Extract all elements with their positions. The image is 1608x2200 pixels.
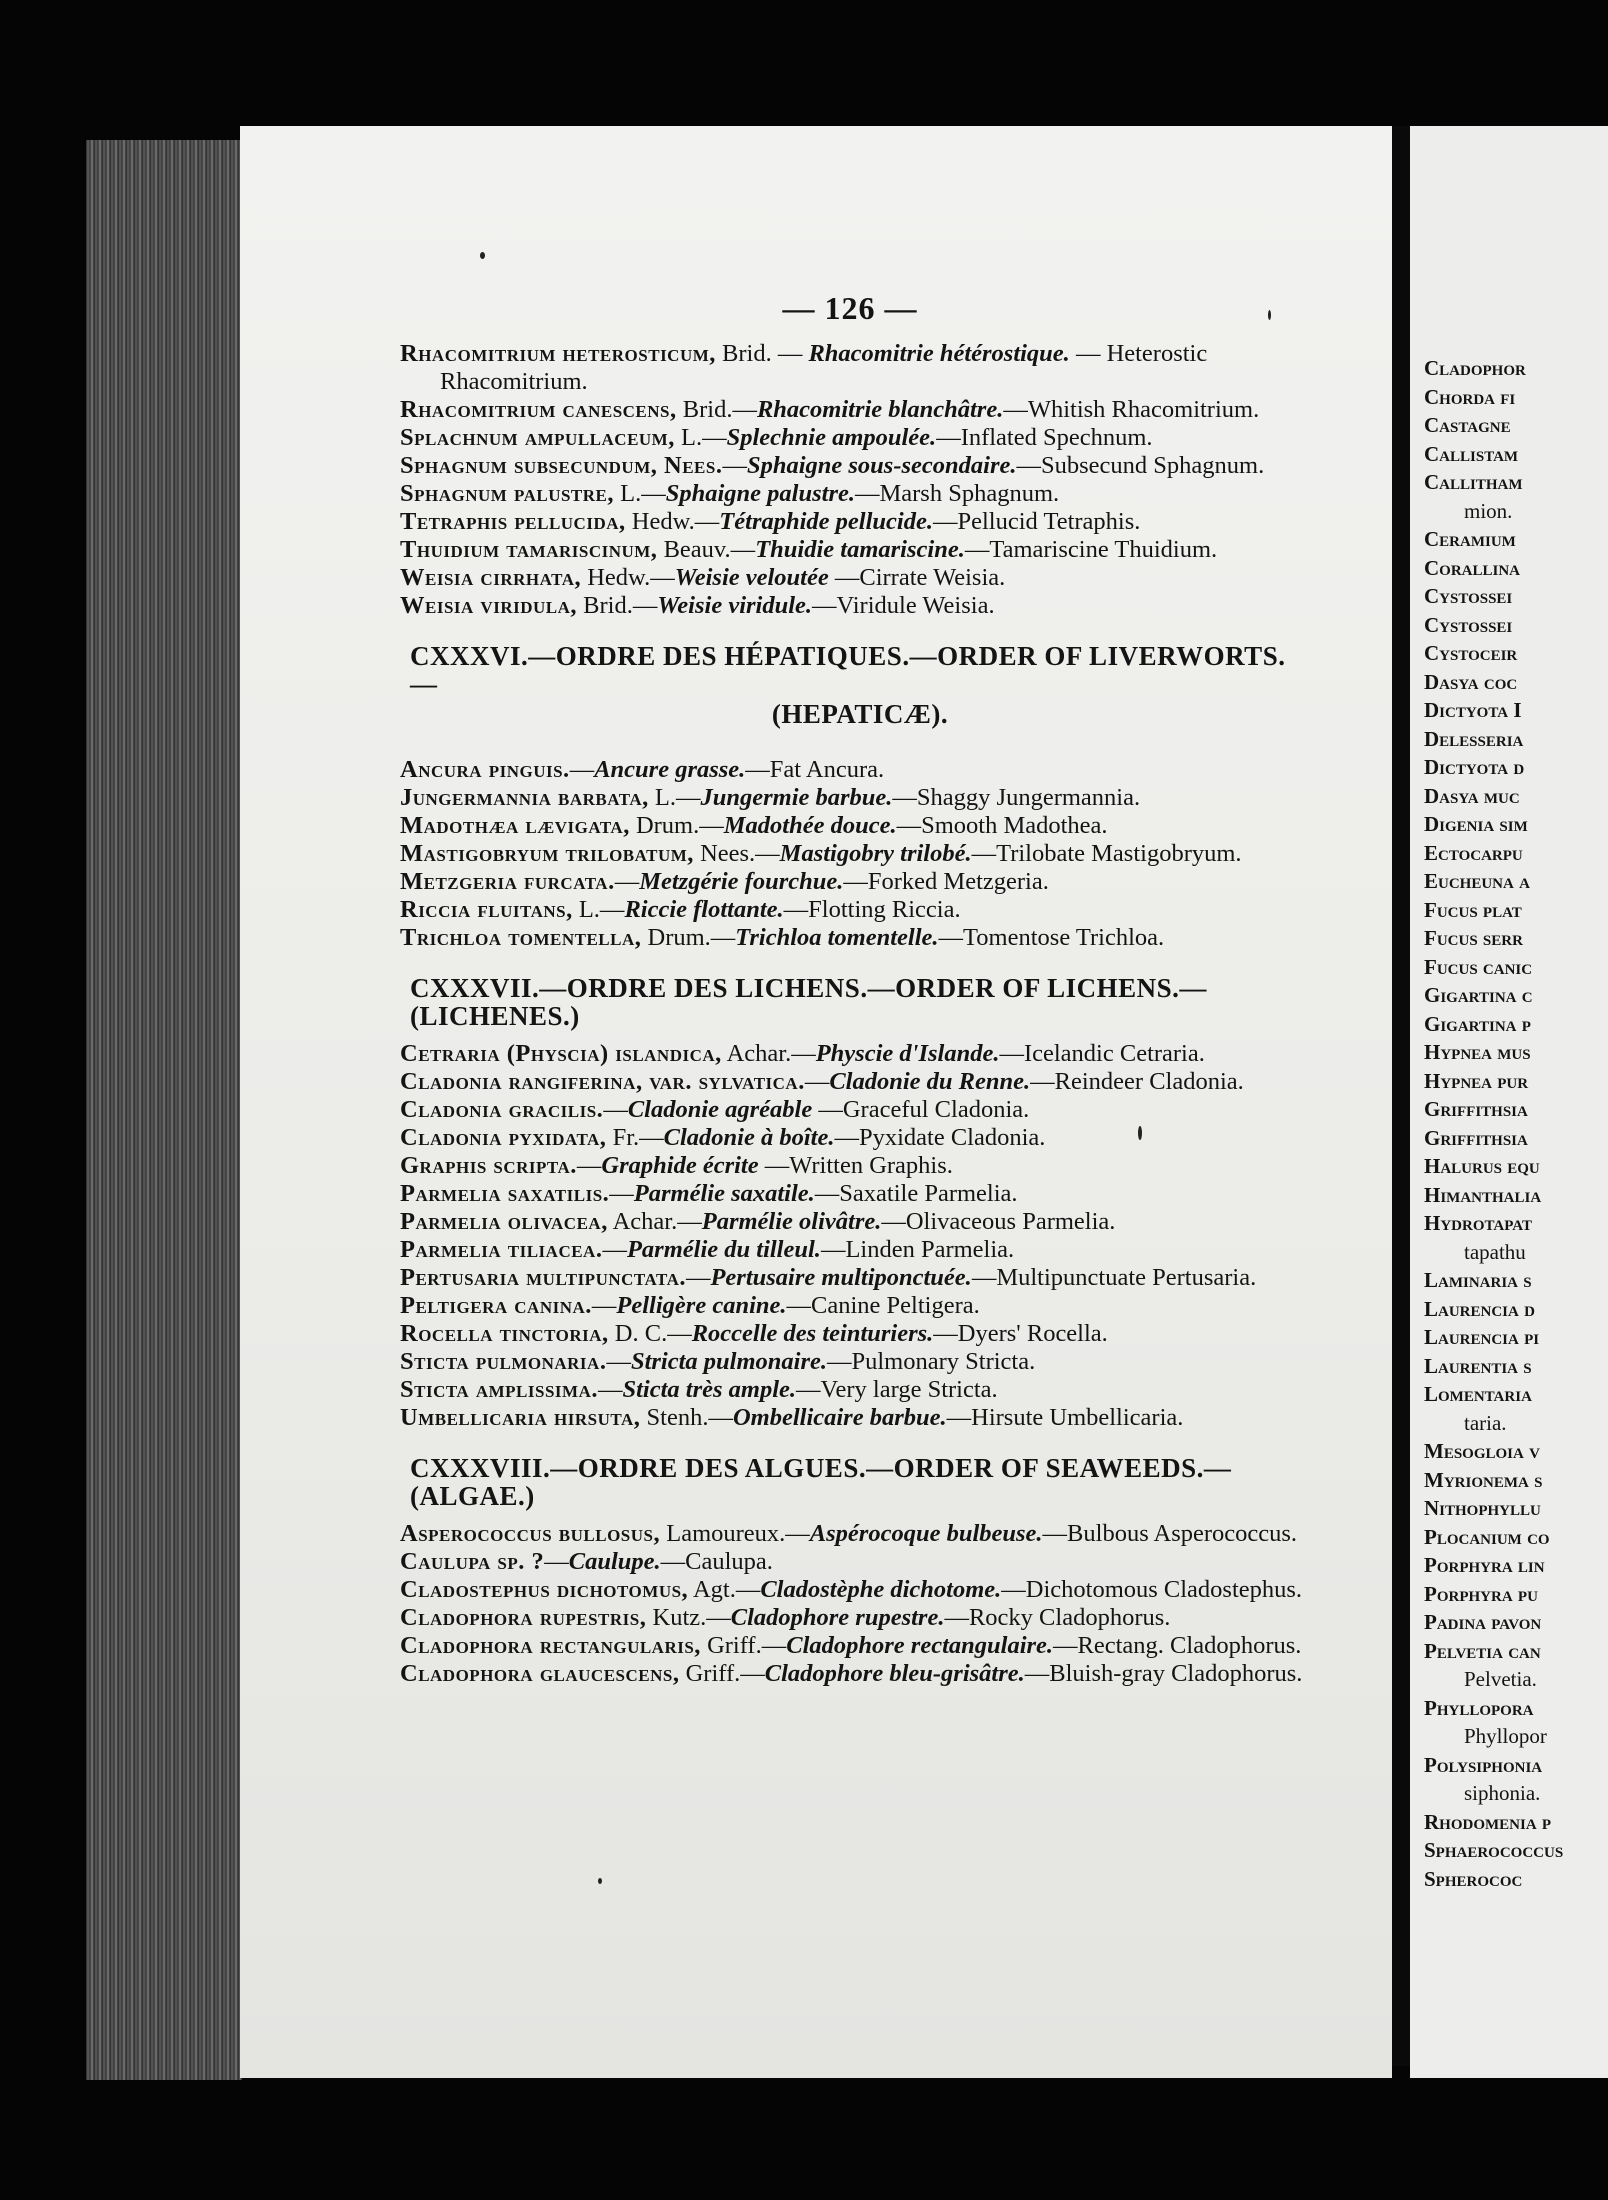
authority: — xyxy=(569,756,595,783)
english-name: —Subsecund Sphagnum. xyxy=(1016,452,1265,479)
authority: Griff.— xyxy=(700,1632,787,1659)
latin-name: Sticta pulmonaria. xyxy=(400,1348,607,1375)
french-name: Thuidie tamariscine. xyxy=(755,536,965,563)
section-heading-liverworts xyxy=(410,642,1310,728)
latin-name: Cladonia gracilis. xyxy=(400,1096,604,1123)
section-heading-line: CXXXVIII.—ORDRE DES ALGUES.—ORDER OF SEAWEEDS.—(ALGAE.) xyxy=(410,1453,1232,1511)
english-name: —Caulupa. xyxy=(660,1548,773,1575)
english-name: —Marsh Sphagnum. xyxy=(854,480,1060,507)
right-page-fragment: Ceramium xyxy=(1424,527,1516,551)
latin-name: Cladostephus dichotomus, xyxy=(400,1576,689,1603)
latin-name: Metzgeria furcata. xyxy=(400,868,615,895)
english-name: —Cirrate Weisia. xyxy=(828,564,1006,591)
english-name: —Rectang. Cladophorus. xyxy=(1053,1632,1302,1659)
latin-name: Asperococcus bullosus, xyxy=(400,1520,661,1547)
entry xyxy=(400,1096,1310,1124)
entry xyxy=(400,1376,1310,1404)
authority: Drum.— xyxy=(641,924,736,951)
right-page-fragment: Polysiphonia xyxy=(1424,1752,1543,1777)
entry xyxy=(400,756,1310,784)
english-name: —Pulmonary Stricta. xyxy=(827,1348,1036,1375)
french-name: Madothée douce. xyxy=(723,812,897,839)
latin-name: Mastigobryum trilobatum, xyxy=(400,840,694,867)
right-page-fragment: Digenia sim xyxy=(1424,812,1528,836)
right-page-fragment: tapathu xyxy=(1464,1239,1526,1264)
entry xyxy=(400,1548,1310,1576)
right-page-fragment: Dasya muc xyxy=(1424,783,1520,808)
authority: — xyxy=(722,452,747,479)
french-name: Parmélie du tilleul. xyxy=(626,1236,821,1263)
right-page-fragment: Himanthalia xyxy=(1424,1182,1542,1207)
right-page-fragment: Fucus canic xyxy=(1424,954,1533,979)
right-page xyxy=(1410,126,1608,2078)
latin-name: Pertusaria multipunctata. xyxy=(400,1264,686,1291)
french-name: Splechnie ampoulée. xyxy=(726,424,937,451)
authority: L.— xyxy=(674,424,727,451)
french-name: Cladonie agréable xyxy=(627,1096,813,1123)
right-page-fragment: Dictyota d xyxy=(1424,755,1525,779)
french-name: Cladonie du Renne. xyxy=(829,1068,1031,1095)
book-page-edges xyxy=(86,140,242,2080)
right-page-fragment: mion. xyxy=(1464,498,1513,523)
right-page-fragment: Dictyota I xyxy=(1424,698,1522,722)
authority: Griff.— xyxy=(679,1660,765,1687)
right-page-fragment: Halurus equ xyxy=(1424,1154,1540,1178)
french-name: Graphide écrite xyxy=(601,1152,759,1179)
right-page-fragment-list xyxy=(1424,354,1608,1893)
book-gutter xyxy=(1392,126,1410,2066)
authority: Achar.— xyxy=(721,1040,816,1067)
right-page-fragment: Cystossei xyxy=(1424,612,1513,637)
entry xyxy=(400,1152,1310,1180)
latin-name: Parmelia tiliacea. xyxy=(400,1236,603,1263)
print-speck xyxy=(480,252,485,259)
entry xyxy=(400,868,1310,896)
french-name: Jungermie barbue. xyxy=(700,784,893,811)
english-name: —Viridule Weisia. xyxy=(812,592,995,619)
right-page-fragment: Gigartina c xyxy=(1424,983,1533,1007)
authority: — xyxy=(591,1292,617,1319)
english-name: —Inflated Spechnum. xyxy=(936,424,1153,451)
latin-name: Sticta amplissima. xyxy=(400,1376,598,1403)
authority: Hedw.— xyxy=(581,564,675,591)
authority: D. C.— xyxy=(608,1320,692,1347)
entry xyxy=(400,508,1310,536)
right-page-fragment: Porphyra pu xyxy=(1424,1581,1538,1606)
english-name: —Tomentose Trichloa. xyxy=(938,924,1165,951)
french-name: Cladonie à boîte. xyxy=(663,1124,835,1151)
latin-name: Graphis scripta. xyxy=(400,1152,577,1179)
right-page-fragment: Hydrotapat xyxy=(1424,1211,1532,1235)
authority: Nees.— xyxy=(693,840,780,867)
section-heading-subline: (HEPATICÆ). xyxy=(771,699,949,729)
liverworts-entries xyxy=(400,756,1310,952)
english-name: —Olivaceous Parmelia. xyxy=(881,1208,1116,1235)
right-page-fragment: Pelvetia. xyxy=(1464,1667,1537,1691)
right-page-fragment: Plocanium co xyxy=(1424,1524,1550,1549)
entry xyxy=(400,1348,1310,1376)
latin-name: Cladophora rupestris, xyxy=(400,1604,647,1631)
right-page-fragment: Porphyra lin xyxy=(1424,1553,1545,1577)
entry xyxy=(400,924,1310,952)
entry xyxy=(400,564,1310,592)
english-name: —Tamariscine Thuidium. xyxy=(964,536,1218,563)
latin-name: Cladophora rectangularis, xyxy=(400,1632,701,1659)
entry xyxy=(400,1292,1310,1320)
english-name: —Reindeer Cladonia. xyxy=(1030,1068,1244,1095)
latin-name: Splachnum ampullaceum, xyxy=(400,424,675,451)
right-page-fragment: Phyllopor xyxy=(1464,1724,1547,1748)
entry xyxy=(400,1520,1310,1548)
right-page-fragment: taria. xyxy=(1464,1410,1507,1435)
section-heading-line: CXXXVI.—ORDRE DES HÉPATIQUES.—ORDER OF LIVERWORTS.— xyxy=(410,641,1286,699)
right-page-fragment: Lomentaria xyxy=(1424,1382,1532,1406)
english-name: —Dyers' Rocella. xyxy=(933,1320,1108,1347)
latin-name: Riccia fluitans, xyxy=(400,896,573,923)
entry xyxy=(400,896,1310,924)
latin-name: Umbellicaria hirsuta, xyxy=(400,1404,641,1431)
right-page-fragment: Cladophor xyxy=(1424,356,1526,380)
english-name: —Linden Parmelia. xyxy=(820,1236,1015,1263)
english-name: —Very large Stricta. xyxy=(796,1376,998,1403)
right-page-fragment: Fucus serr xyxy=(1424,926,1523,950)
authority: Brid.— xyxy=(577,592,658,619)
authority: L.— xyxy=(614,480,666,507)
french-name: Tétraphide pellucide. xyxy=(719,508,933,535)
entry xyxy=(400,1320,1310,1348)
right-page-fragment: Callitham xyxy=(1424,470,1523,494)
right-page-fragment: Mesogloia v xyxy=(1424,1439,1540,1463)
page-number: — 126 — xyxy=(782,290,918,326)
english-name: —Pellucid Tetraphis. xyxy=(932,508,1141,535)
french-name: Weisie veloutée xyxy=(674,564,829,591)
latin-name: Caulupa sp. ? xyxy=(400,1548,545,1575)
english-name: —Bluish-gray Cladophorus. xyxy=(1024,1660,1303,1687)
latin-name: Parmelia saxatilis. xyxy=(400,1180,610,1207)
right-page-fragment: Cystoceir xyxy=(1424,641,1518,665)
entry xyxy=(400,1264,1310,1292)
right-page-fragment: Delesseria xyxy=(1424,726,1524,751)
latin-name: Parmelia olivacea, xyxy=(400,1208,608,1235)
authority: — xyxy=(609,1180,634,1207)
authority: Agt.— xyxy=(688,1576,761,1603)
authority: — xyxy=(603,1096,628,1123)
right-page-fragment: Cystossei xyxy=(1424,584,1513,608)
authority: — xyxy=(804,1068,830,1095)
latin-name: Rhacomitrium canescens, xyxy=(400,396,677,423)
english-name: —Canine Peltigera. xyxy=(786,1292,980,1319)
latin-name: Cetraria (Physcia) islandica, xyxy=(400,1040,722,1067)
english-name: —Hirsute Umbellicaria. xyxy=(946,1404,1184,1431)
french-name: Cladophore rupestre. xyxy=(730,1604,945,1631)
authority: — xyxy=(685,1264,711,1291)
right-page-fragment: Gigartina p xyxy=(1424,1011,1531,1036)
right-page-fragment: Padina pavon xyxy=(1424,1610,1542,1634)
english-name: —Saxatile Parmelia. xyxy=(814,1180,1018,1207)
algae-entries xyxy=(400,1520,1310,1688)
print-speck xyxy=(1138,1126,1142,1140)
section-heading-algae xyxy=(410,1454,1310,1510)
section-heading-lichens xyxy=(410,974,1310,1030)
right-page-fragment: Eucheuna a xyxy=(1424,869,1530,893)
entry xyxy=(400,1040,1310,1068)
entry xyxy=(400,396,1310,424)
french-name: Parmélie saxatile. xyxy=(633,1180,815,1207)
french-name: Caulupe. xyxy=(568,1548,661,1575)
entry xyxy=(400,1576,1310,1604)
entry xyxy=(400,424,1310,452)
entry xyxy=(400,1660,1310,1688)
print-speck xyxy=(1268,310,1271,320)
english-name: —Forked Metzgeria. xyxy=(843,868,1049,895)
english-name: —Smooth Madothea. xyxy=(896,812,1108,839)
french-name: Sphaigne sous-secondaire. xyxy=(746,452,1017,479)
english-name: —Fat Ancura. xyxy=(745,756,885,783)
right-page-fragment: Pelvetia can xyxy=(1424,1638,1541,1663)
right-page-fragment: Dasya coc xyxy=(1424,669,1518,694)
mosses-entries xyxy=(400,340,1310,620)
french-name: Trichloa tomentelle. xyxy=(735,924,939,951)
right-page-fragment: Rhodomenia p xyxy=(1424,1809,1552,1834)
english-name: —Whitish Rhacomitrium. xyxy=(1003,396,1260,423)
page-content xyxy=(400,340,1310,1688)
english-name: —Multipunctuate Pertusaria. xyxy=(971,1264,1257,1291)
english-name: —Icelandic Cetraria. xyxy=(999,1040,1205,1067)
english-name: — Heterostic Rhacomitrium. xyxy=(440,340,1208,395)
right-page-fragment: Castagne xyxy=(1424,413,1511,437)
english-name: —Dichotomous Cladostephus. xyxy=(1001,1576,1303,1603)
french-name: Rhacomitrie hétérostique. xyxy=(808,340,1070,367)
french-name: Ancure grasse. xyxy=(594,756,746,783)
latin-name: Cladonia rangiferina, var. sylvatica. xyxy=(400,1068,805,1095)
authority: Brid.— xyxy=(676,396,757,423)
authority: Achar.— xyxy=(607,1208,702,1235)
latin-name: Cladonia pyxidata, xyxy=(400,1124,607,1151)
section-heading-line: CXXXVII.—ORDRE DES LICHENS.—ORDER OF LICHENS.—(LICHENES.) xyxy=(410,973,1207,1031)
latin-name: Peltigera canina. xyxy=(400,1292,592,1319)
authority: Drum.— xyxy=(629,812,724,839)
english-name: —Pyxidate Cladonia. xyxy=(834,1124,1046,1151)
french-name: Roccelle des teinturiers. xyxy=(691,1320,934,1347)
french-name: Ombellicaire barbue. xyxy=(732,1404,947,1431)
english-name: —Rocky Cladophorus. xyxy=(944,1604,1171,1631)
french-name: Aspérocoque bulbeuse. xyxy=(809,1520,1043,1547)
french-name: Stricta pulmonaire. xyxy=(630,1348,827,1375)
french-name: Pertusaire multiponctuée. xyxy=(710,1264,972,1291)
right-page-fragment: Laminaria s xyxy=(1424,1268,1532,1292)
authority: Stenh.— xyxy=(640,1404,733,1431)
entry xyxy=(400,1124,1310,1152)
entry xyxy=(400,340,1310,396)
authority: Lamoureux.— xyxy=(660,1520,810,1547)
entry xyxy=(400,784,1310,812)
french-name: Cladostèphe dichotome. xyxy=(760,1576,1002,1603)
latin-name: Rhacomitrium heterosticum, xyxy=(400,340,716,367)
latin-name: Weisia viridula, xyxy=(400,592,578,619)
french-name: Cladophore bleu-grisâtre. xyxy=(764,1660,1025,1687)
right-page-fragment: Laurencia d xyxy=(1424,1296,1535,1321)
right-page-fragment: Laurencia pi xyxy=(1424,1325,1540,1349)
entry xyxy=(400,1208,1310,1236)
right-page-fragment: Corallina xyxy=(1424,555,1521,580)
english-name: —Written Graphis. xyxy=(758,1152,953,1179)
french-name: Metzgérie fourchue. xyxy=(639,868,844,895)
french-name: Physcie d'Islande. xyxy=(815,1040,1000,1067)
right-page-fragment: Chorda fi xyxy=(1424,384,1516,409)
french-name: Cladophore rectangulaire. xyxy=(786,1632,1054,1659)
entry xyxy=(400,1180,1310,1208)
right-page-fragment: Hypnea mus xyxy=(1424,1040,1531,1064)
entry xyxy=(400,1632,1310,1660)
latin-name: Thuidium tamariscinum, xyxy=(400,536,658,563)
authority: — xyxy=(576,1152,602,1179)
english-name: —Flotting Riccia. xyxy=(783,896,961,923)
right-page-fragment: Laurentia s xyxy=(1424,1353,1532,1378)
entry xyxy=(400,812,1310,840)
authority: Brid. — xyxy=(715,340,809,367)
lichens-entries xyxy=(400,1040,1310,1432)
french-name: Sticta très ample. xyxy=(622,1376,797,1403)
latin-name: Sphagnum subsecundum, Nees. xyxy=(400,452,723,479)
latin-name: Sphagnum palustre, xyxy=(400,480,615,507)
french-name: Sphaigne palustre. xyxy=(665,480,855,507)
english-name: —Bulbous Asperococcus. xyxy=(1042,1520,1298,1547)
right-page-fragment: Phyllopora xyxy=(1424,1695,1534,1720)
english-name: —Trilobate Mastigobryum. xyxy=(971,840,1242,867)
french-name: Pelligère canine. xyxy=(616,1292,787,1319)
authority: L.— xyxy=(648,784,701,811)
right-page-fragment: Ectocarpu xyxy=(1424,840,1523,865)
entry xyxy=(400,1404,1310,1432)
right-page-fragment: Spherococ xyxy=(1424,1866,1523,1891)
authority: — xyxy=(544,1548,569,1575)
latin-name: Ancura pinguis. xyxy=(400,756,570,783)
french-name: Riccie flottante. xyxy=(624,896,784,923)
latin-name: Tetraphis pellucida, xyxy=(400,508,626,535)
entry xyxy=(400,452,1310,480)
authority: Hedw.— xyxy=(625,508,720,535)
right-page-fragment: Nithophyllu xyxy=(1424,1496,1541,1520)
french-name: Rhacomitrie blanchâtre. xyxy=(756,396,1004,423)
entry xyxy=(400,840,1310,868)
entry xyxy=(400,480,1310,508)
latin-name: Cladophora glaucescens, xyxy=(400,1660,680,1687)
right-page-fragment: Myrionema s xyxy=(1424,1467,1543,1492)
french-name: Weisie viridule. xyxy=(657,592,813,619)
french-name: Parmélie olivâtre. xyxy=(701,1208,882,1235)
right-page-fragment: Callistam xyxy=(1424,441,1519,466)
authority: Beauv.— xyxy=(657,536,756,563)
french-name: Mastigobry trilobé. xyxy=(779,840,972,867)
right-page-fragment: Sphaerococcus xyxy=(1424,1838,1564,1862)
latin-name: Weisia cirrhata, xyxy=(400,564,582,591)
authority: — xyxy=(614,868,640,895)
entry xyxy=(400,1236,1310,1264)
right-page-fragment: Hypnea pur xyxy=(1424,1068,1529,1093)
entry xyxy=(400,1068,1310,1096)
authority: — xyxy=(602,1236,627,1263)
english-name: —Graceful Cladonia. xyxy=(812,1096,1030,1123)
authority: — xyxy=(597,1376,623,1403)
entry xyxy=(400,536,1310,564)
english-name: —Shaggy Jungermannia. xyxy=(892,784,1141,811)
authority: Fr.— xyxy=(606,1124,664,1151)
print-speck xyxy=(598,1878,602,1884)
right-page-fragment: Griffithsia xyxy=(1424,1125,1528,1150)
entry xyxy=(400,1604,1310,1632)
entry xyxy=(400,592,1310,620)
right-page-fragment: Griffithsia xyxy=(1424,1097,1528,1121)
latin-name: Madothæa lævigata, xyxy=(400,812,630,839)
right-page-fragment: Fucus plat xyxy=(1424,897,1522,922)
right-page-fragment: siphonia. xyxy=(1464,1781,1541,1805)
authority: L.— xyxy=(572,896,625,923)
latin-name: Rocella tinctoria, xyxy=(400,1320,609,1347)
authority: Kutz.— xyxy=(646,1604,731,1631)
authority: — xyxy=(606,1348,631,1375)
latin-name: Trichloa tomentella, xyxy=(400,924,642,951)
latin-name: Jungermannia barbata, xyxy=(400,784,649,811)
